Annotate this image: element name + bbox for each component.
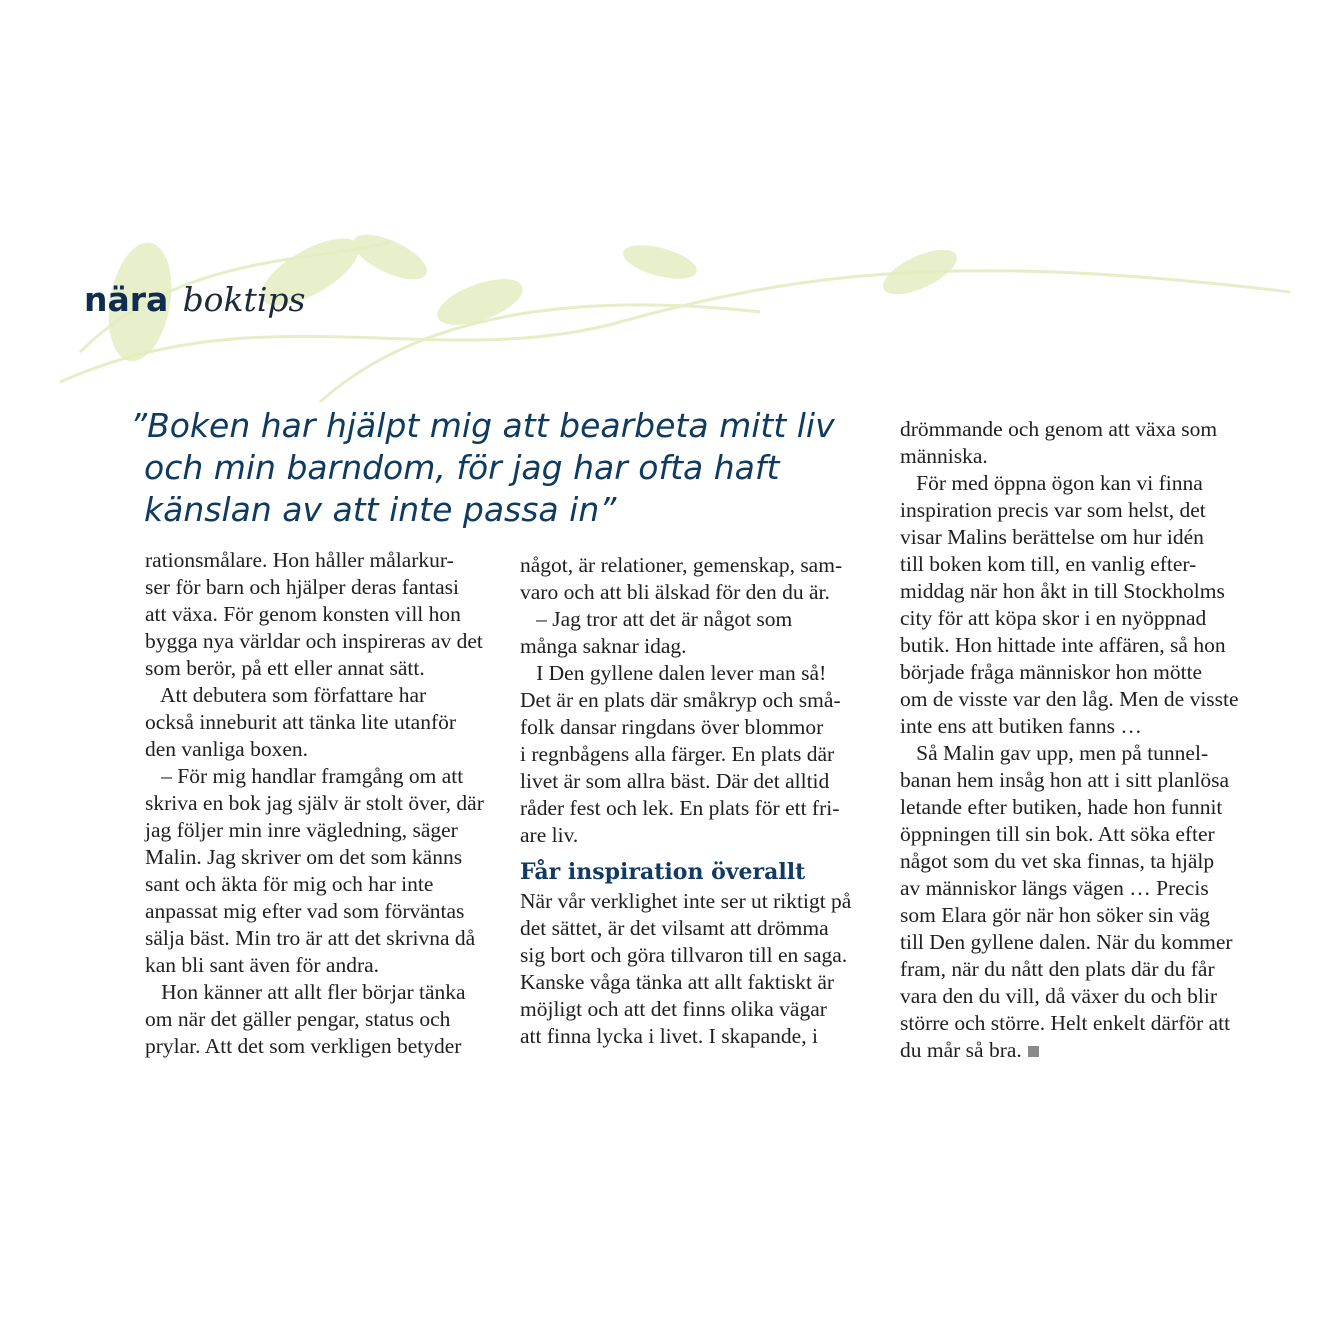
- body-text-line: folk dansar ringdans över blommor: [520, 715, 824, 739]
- body-text-line: kan bli sant även för andra.: [145, 953, 380, 977]
- body-text-line: När vår verklighet inte ser ut riktigt på: [520, 889, 852, 913]
- body-text-line: ser för barn och hjälper deras fantasi: [145, 575, 459, 599]
- article-column-1: [145, 547, 505, 1060]
- body-text-line: råder fest och lek. En plats för ett fri-: [520, 796, 840, 820]
- body-text-line: Att debutera som författare har: [145, 683, 427, 707]
- pull-quote-line: och min barndom, för jag har ofta haft: [144, 448, 780, 487]
- body-text-line: sig bort och göra tillvaron till en saga.: [520, 943, 848, 967]
- body-text-line: anpassat mig efter vad som förväntas: [145, 899, 465, 923]
- body-text-line-last: [900, 1037, 1260, 1064]
- body-text-line: skriva en bok jag själv är stolt över, där: [145, 791, 484, 815]
- section-header: [84, 280, 305, 321]
- body-text-line: Hon känner att allt fler börjar tänka: [145, 980, 466, 1004]
- body-text-line: banan hem insåg hon att i sitt planlösa: [900, 768, 1230, 792]
- body-text-line: till boken kom till, en vanlig efter-: [900, 552, 1197, 576]
- body-text-line: bygga nya världar och inspireras av det: [145, 629, 483, 653]
- body-text-line: fram, när du nått den plats där du får: [900, 957, 1215, 981]
- body-text-line: I Den gyllene dalen lever man så!: [520, 661, 827, 685]
- pull-quote-line: känslan av att inte passa in”: [144, 490, 617, 529]
- body-text-line: började fråga människor hon mötte: [900, 660, 1203, 684]
- body-text-line: att finna lycka i livet. I skapande, i: [520, 1024, 818, 1048]
- body-text-line: varo och att bli älskad för den du är.: [520, 580, 830, 604]
- body-text-line: människa.: [900, 444, 988, 468]
- body-text-line: av människor längs vägen … Precis: [900, 876, 1209, 900]
- body-text-line: letande efter butiken, hade hon funnit: [900, 795, 1223, 819]
- body-text-line: Det är en plats där småkryp och små-: [520, 688, 841, 712]
- body-text-line: något som du vet ska finnas, ta hjälp: [900, 849, 1215, 873]
- article-column-3: [900, 416, 1260, 1064]
- body-text-line: om de visste var den låg. Men de visste: [900, 687, 1239, 711]
- body-text-line: drömmande och genom att växa som: [900, 417, 1218, 441]
- body-text-line: att växa. För genom konsten vill hon: [145, 602, 461, 626]
- body-text-line: större och större. Helt enkelt därför att: [900, 1011, 1231, 1035]
- body-text-line: många saknar idag.: [520, 634, 687, 658]
- body-text-line: vara den du vill, då växer du och blir: [900, 984, 1218, 1008]
- body-text-line: – För mig handlar framgång om att: [145, 764, 464, 788]
- body-text-line: öppningen till sin bok. Att söka efter: [900, 822, 1215, 846]
- magazine-brand: nära: [84, 280, 169, 319]
- body-text-line: inspiration precis var som helst, det: [900, 498, 1206, 522]
- body-text-line: prylar. Att det som verkligen betyder: [145, 1034, 462, 1058]
- pull-quote-line: ”Boken har hjälpt mig att bearbeta mitt liv: [130, 406, 835, 445]
- body-text-line: som Elara gör när hon söker sin väg: [900, 903, 1210, 927]
- pull-quote: [130, 405, 870, 531]
- body-text-line: Så Malin gav upp, men på tunnel-: [900, 741, 1209, 765]
- body-text-line: den vanliga boxen.: [145, 737, 308, 761]
- body-text-line: möjligt och att det finns olika vägar: [520, 997, 827, 1021]
- body-text-line: jag följer min inre vägledning, säger: [145, 818, 458, 842]
- article-column-2: [520, 552, 880, 1050]
- body-text-line: Kanske våga tänka att allt faktiskt är: [520, 970, 835, 994]
- body-text-line: också inneburit att tänka lite utanför: [145, 710, 457, 734]
- body-text-line: sant och äkta för mig och har inte: [145, 872, 434, 896]
- body-text-line: i regnbågens alla färger. En plats där: [520, 742, 835, 766]
- body-text-line: sälja bäst. Min tro är att det skrivna då: [145, 926, 476, 950]
- body-text-line: butik. Hon hittade inte affären, så hon: [900, 633, 1226, 657]
- body-text-line: För med öppna ögon kan vi finna: [900, 471, 1203, 495]
- body-text-line: till Den gyllene dalen. När du kommer: [900, 930, 1233, 954]
- body-text-line: det sättet, är det vilsamt att drömma: [520, 916, 829, 940]
- body-text-line: något, är relationer, gemenskap, sam-: [520, 553, 843, 577]
- body-text-line: are liv.: [520, 823, 579, 847]
- body-text-line: middag när hon åkt in till Stockholms: [900, 579, 1225, 603]
- section-name: boktips: [182, 280, 306, 319]
- body-text-line: visar Malins berättelse om hur idén: [900, 525, 1204, 549]
- body-text-line: rationsmålare. Hon håller målarkur-: [145, 548, 454, 572]
- last-line-text: du mår så bra.: [900, 1038, 1022, 1062]
- subheading: Får inspiration överallt: [520, 859, 806, 885]
- body-text-line: inte ens att butiken fanns …: [900, 714, 1142, 738]
- body-text-line: livet är som allra bäst. Där det alltid: [520, 769, 830, 793]
- body-text-line: city för att köpa skor i en nyöppnad: [900, 606, 1207, 630]
- end-of-article-mark: [1028, 1046, 1039, 1057]
- body-text-line: om när det gäller pengar, status och: [145, 1007, 451, 1031]
- body-text-line: – Jag tror att det är något som: [520, 607, 793, 631]
- body-text-line: som berör, på ett eller annat sätt.: [145, 656, 425, 680]
- body-text-line: Malin. Jag skriver om det som känns: [145, 845, 463, 869]
